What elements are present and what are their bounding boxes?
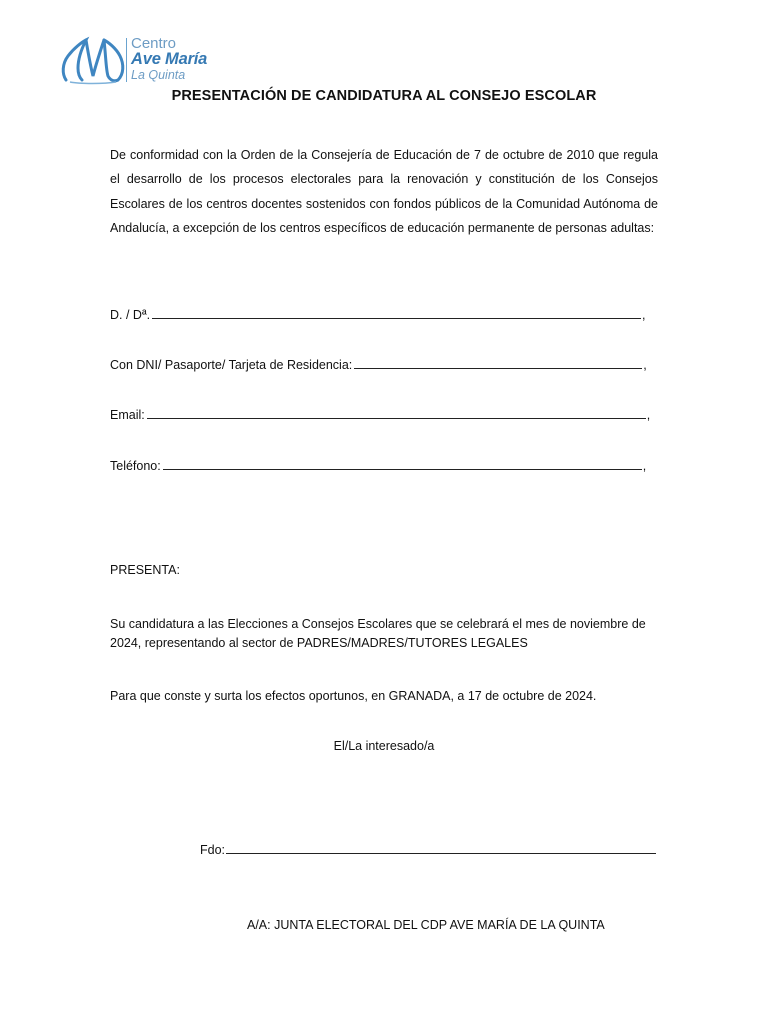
signature-label: Fdo:	[200, 843, 226, 857]
phone-field-label: Teléfono:	[110, 459, 161, 473]
signer-label: El/La interesado/a	[333, 739, 435, 753]
ave-maria-monogram-icon	[60, 34, 126, 86]
intro-paragraph: De conformidad con la Orden de la Consejería de Educación de 7 de octubre de 2010 que regula el desarrollo de los procesos electorales para la renovación y constitución de los Consejos Escolares de los centros docentes sostenidos con fondos públicos de la Comunidad Autónoma de Andalucía, a excepción de los centros específicos de educación permanente de personas adultas:	[110, 148, 658, 235]
school-logo	[60, 34, 220, 86]
phone-field-comma: ,	[642, 459, 647, 473]
logo-line-la-quinta: La Quinta	[131, 67, 186, 82]
name-field-comma: ,	[642, 308, 646, 322]
logo-line-ave-maria: Ave María	[131, 50, 208, 68]
email-field-comma: ,	[646, 408, 651, 422]
signature-blank[interactable]	[226, 841, 656, 854]
logo-line-centro: Centro	[131, 35, 177, 52]
closing-paragraph: Para que conste y surta los efectos oportunos, en GRANADA, a 17 de octubre de 2024.	[110, 689, 597, 703]
presenta-label: PRESENTA:	[110, 563, 180, 577]
dni-field-blank[interactable]	[354, 356, 642, 369]
name-field-blank[interactable]	[152, 306, 641, 319]
dni-field-comma: ,	[643, 358, 647, 372]
phone-field-row	[110, 457, 646, 473]
addressee-line: A/A: JUNTA ELECTORAL DEL CDP AVE MARÍA DE LA QUINTA	[247, 918, 605, 932]
candidacy-paragraph: Su candidatura a las Elecciones a Consejos Escolares que se celebrará el mes de noviembre de 2024, representando al sector de PADRES/MADRES/TUTORES LEGALES	[110, 617, 646, 650]
document-title: PRESENTACIÓN DE CANDIDATURA AL CONSEJO ESCOLAR	[171, 88, 597, 104]
email-field-row	[110, 406, 650, 422]
name-field-label: D. / Dª.	[110, 308, 151, 322]
logo-wordmark	[131, 34, 207, 81]
email-field-blank[interactable]	[147, 406, 646, 419]
dni-field-row	[110, 356, 647, 372]
dni-field-label: Con DNI/ Pasaporte/ Tarjeta de Residencia:	[110, 358, 353, 372]
name-field-row	[110, 306, 646, 322]
logo-divider	[126, 38, 127, 82]
email-field-label: Email:	[110, 408, 145, 422]
signature-row	[200, 841, 656, 857]
phone-field-blank[interactable]	[163, 457, 642, 470]
